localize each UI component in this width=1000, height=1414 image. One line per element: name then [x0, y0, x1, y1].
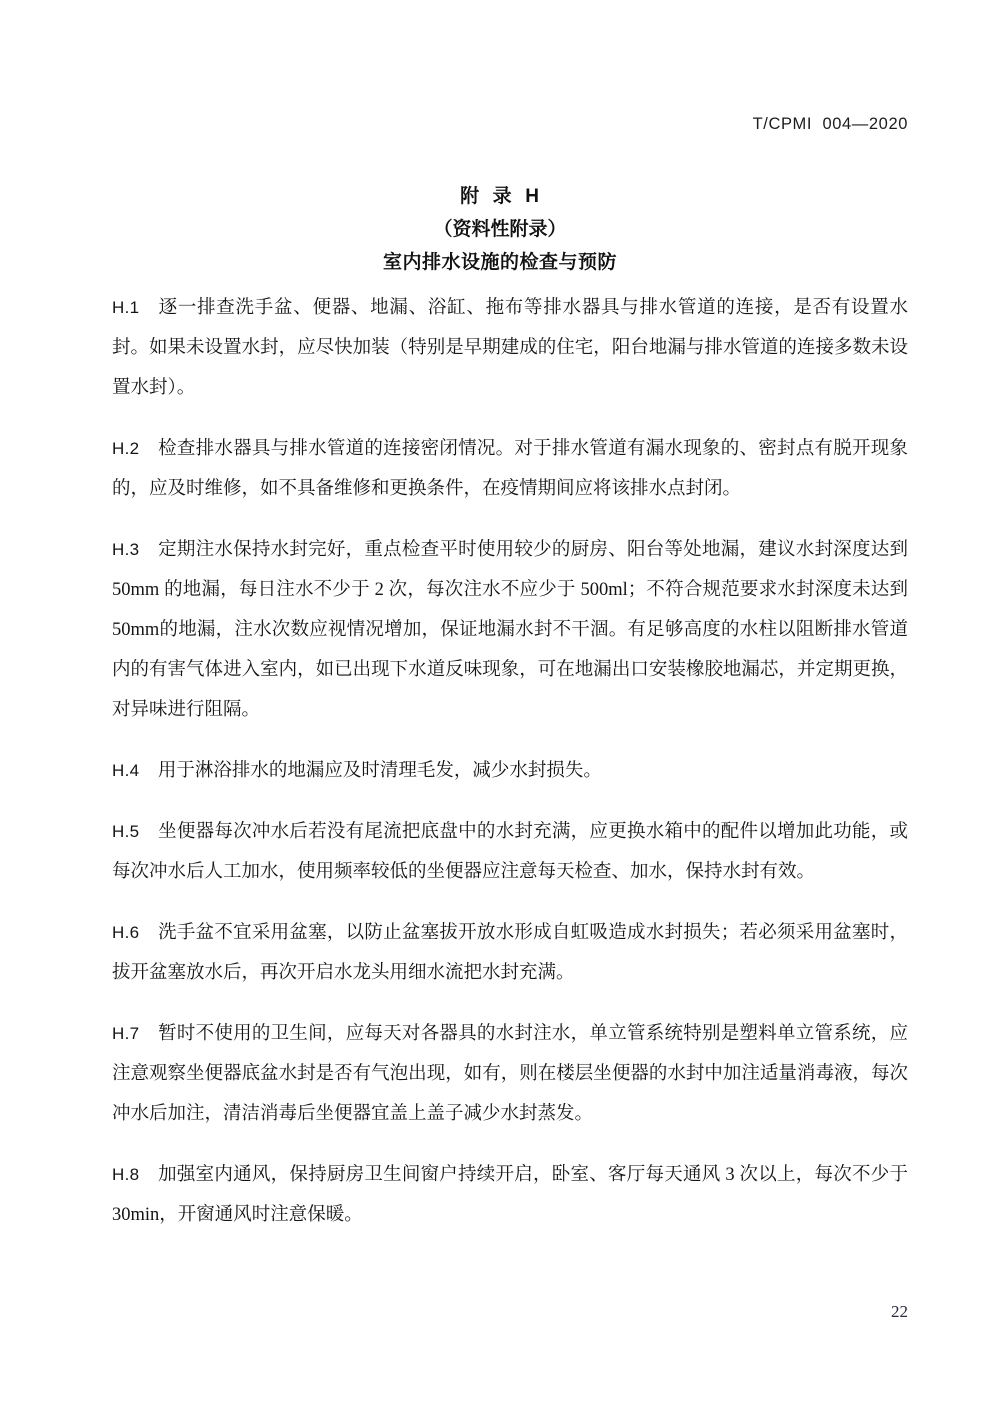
body-text	[112, 288, 908, 1235]
clause-h8	[112, 1155, 908, 1235]
clause-h4	[112, 751, 908, 791]
clause-gap	[139, 761, 158, 781]
annex-title-block	[92, 182, 908, 279]
clause-number: H.6	[112, 923, 140, 942]
clause-body: 定期注水保持水封完好，重点检查平时使用较少的厨房、阳台等处地漏，建议水封深度达到 50mm 的地漏，每日注水不少于 2 次，每次注水不应少于 500ml；不符合规范要求水封深度未达到 50mm的地漏，注水次数应视情况增加，保证地漏水封不干涸。有足够高度的水柱以阻断排水管道内的有害气体进入室内，如已出现下水道反味现象，可在地漏出口安装橡胶地漏芯，并定期更换，对异味进行阻隔。	[112, 540, 908, 720]
clause-number: H.2	[112, 439, 140, 458]
running-header	[92, 112, 908, 136]
clause-number: H.7	[112, 1024, 140, 1043]
clause-body: 坐便器每次冲水后若没有尾流把底盘中的水封充满，应更换水箱中的配件以增加此功能，或每次冲水后人工加水，使用频率较低的坐便器应注意每天检查、加水，保持水封有效。	[112, 822, 908, 882]
clause-gap	[139, 439, 158, 459]
annex-title: 室内排水设施的检查与预防	[382, 252, 617, 273]
clause-gap	[139, 540, 158, 560]
clause-h3	[112, 530, 908, 730]
clause-gap	[139, 822, 158, 842]
clause-gap	[139, 1024, 158, 1044]
annex-label: 附 录 H	[460, 186, 540, 207]
clause-body: 洗手盆不宜采用盆塞，以防止盆塞拔开放水形成自虹吸造成水封损失；若必须采用盆塞时，拔开盆塞放水后，再次开启水龙头用细水流把水封充满。	[112, 923, 908, 983]
clause-body: 检查排水器具与排水管道的连接密闭情况。对于排水管道有漏水现象的、密封点有脱开现象的，应及时维修，如不具备维修和更换条件，在疫情期间应将该排水点封闭。	[112, 439, 908, 499]
clause-body: 逐一排查洗手盆、便器、地漏、浴缸、拖布等排水器具与排水管道的连接，是否有设置水封。如果未设置水封，应尽快加装（特别是早期建成的住宅，阳台地漏与排水管道的连接多数未设置水封）。	[112, 298, 908, 398]
clause-body: 加强室内通风，保持厨房卫生间窗户持续开启，卧室、客厅每天通风 3 次以上，每次不少于 30min，开窗通风时注意保暖。	[112, 1165, 908, 1225]
clause-body: 暂时不使用的卫生间，应每天对各器具的水封注水，单立管系统特别是塑料单立管系统，应注意观察坐便器底盆水封是否有气泡出现，如有，则在楼层坐便器的水封中加注适量消毒液，每次冲水后加注，清洁消毒后坐便器宜盖上盖子减少水封蒸发。	[112, 1024, 908, 1124]
clause-number: H.4	[112, 761, 140, 780]
clause-h5	[112, 812, 908, 892]
clause-h7	[112, 1014, 908, 1134]
clause-h1	[112, 288, 908, 408]
clause-number: H.1	[112, 298, 140, 317]
clause-h2	[112, 429, 908, 509]
annex-type: （资料性附录）	[433, 219, 567, 240]
page-number: 22	[891, 1302, 908, 1321]
clause-h6	[112, 913, 908, 993]
clause-gap	[139, 298, 158, 318]
clause-gap	[139, 1165, 158, 1185]
standard-code: T/CPMI 004—2020	[752, 114, 908, 133]
clause-number: H.8	[112, 1165, 140, 1184]
clause-body: 用于淋浴排水的地漏应及时清理毛发，减少水封损失。	[157, 761, 602, 781]
clause-number: H.5	[112, 822, 140, 841]
clause-gap	[139, 923, 158, 943]
clause-number: H.3	[112, 540, 140, 559]
